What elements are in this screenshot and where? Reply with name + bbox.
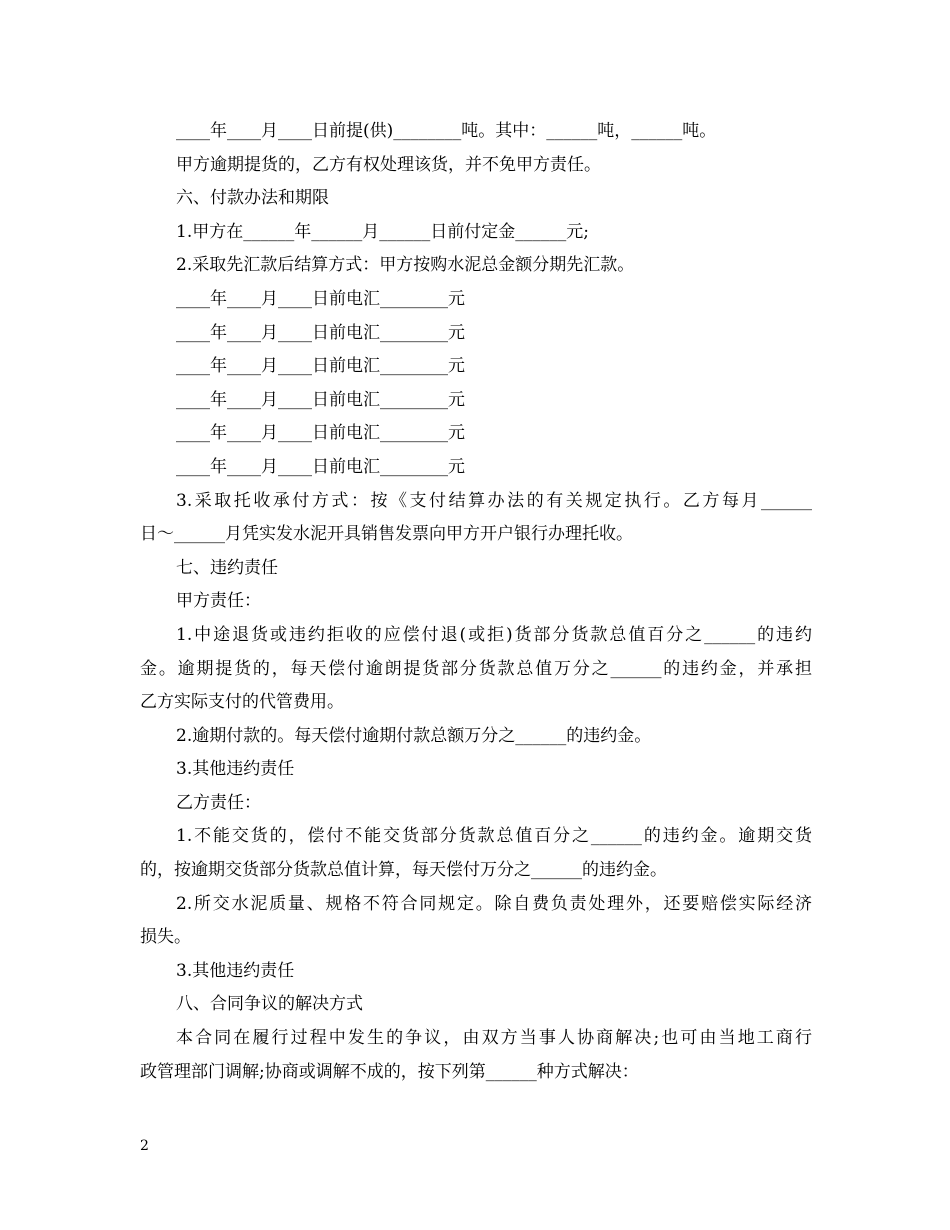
paragraph-line: 3.采取托收承付方式：按《支付结算办法的有关规定执行。乙方每月______	[176, 490, 812, 511]
paragraph-line: 本合同在履行过程中发生的争议，由双方当事人协商解决;也可由当地工商行	[176, 1028, 812, 1049]
paragraph-line: 乙方实际支付的代管费用。	[140, 692, 344, 713]
document-body	[140, 115, 812, 1089]
paragraph-line: 损失。	[140, 927, 191, 948]
paragraph-line: 1.中途退货或违约拒收的应偿付退(或拒)货部分货款总值百分之______的违约	[176, 624, 812, 645]
payment-line: ____年____月____日前电汇________元	[176, 322, 465, 343]
paragraph-line: 金。逾期提货的，每天偿付逾朗提货部分货款总值万分之______的违约金，并承担	[140, 658, 812, 679]
paragraph-line: 政管理部门调解;协商或调解不成的，按下列第______种方式解决：	[140, 1061, 639, 1082]
paragraph-line: 1.不能交货的，偿付不能交货部分货款总值百分之______的违约金。逾期交货	[176, 826, 812, 847]
paragraph-line: 的，按逾期交货部分货款总值计算，每天偿付万分之______的违约金。	[140, 860, 667, 881]
page-number: 2	[140, 1138, 149, 1154]
section-heading: 七、违约责任	[176, 557, 278, 578]
paragraph-line: 日～______月凭实发水泥开具销售发票向甲方开户银行办理托收。	[140, 524, 633, 545]
paragraph-line: 2.采取先汇款后结算方式：甲方按购水泥总金额分期先汇款。	[176, 255, 635, 276]
subheading: 乙方责任：	[176, 792, 261, 813]
paragraph-line: 3.其他违约责任	[176, 759, 295, 780]
payment-line: ____年____月____日前电汇________元	[176, 356, 465, 377]
payment-line: ____年____月____日前电汇________元	[176, 288, 465, 309]
section-heading: 六、付款办法和期限	[176, 188, 329, 209]
paragraph-line: ____年____月____日前提(供)________吨。其中：______吨，______吨。	[176, 121, 717, 141]
payment-line: ____年____月____日前电汇________元	[176, 456, 465, 477]
payment-line: ____年____月____日前电汇________元	[176, 389, 465, 410]
section-heading: 八、合同争议的解决方式	[176, 994, 363, 1015]
paragraph-line: 2.逾期付款的。每天偿付逾期付款总额万分之______的违约金。	[176, 725, 652, 746]
subheading: 甲方责任：	[176, 591, 261, 612]
paragraph-line: 1.甲方在______年______月______日前付定金______元;	[176, 221, 589, 242]
paragraph-line: 甲方逾期提货的，乙方有权处理该货，并不免甲方责任。	[176, 154, 601, 175]
payment-line: ____年____月____日前电汇________元	[176, 423, 465, 444]
paragraph-line: 3.其他违约责任	[176, 960, 295, 981]
paragraph-line: 2.所交水泥质量、规格不符合同规定。除自费负责处理外，还要赔偿实际经济	[176, 893, 812, 914]
